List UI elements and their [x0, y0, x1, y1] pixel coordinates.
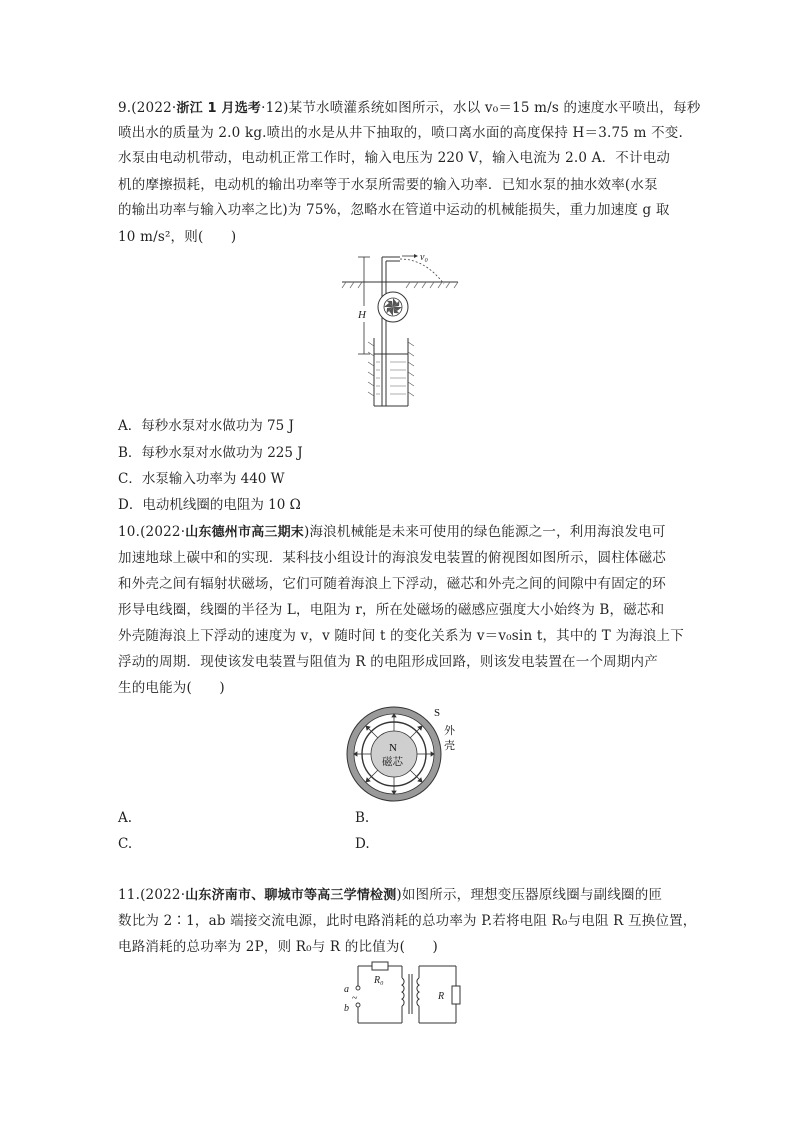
shell-label-1: 外 — [444, 725, 455, 737]
terminal-b-label: b — [344, 1003, 349, 1014]
sprinkler-pump-figure — [340, 252, 460, 412]
q11-line-2: 数比为 2∶1，ab 端接交流电源，此时电路消耗的总功率为 P.若将电阻 R₀与电阻 R 互换位置， — [118, 913, 697, 929]
q9-line-1 — [118, 99, 701, 118]
q10-line-6: 浮动的周期．现使该发电装置与阻值为 R 的电阻形成回路，则该发电装置在一个周期内产 — [118, 654, 658, 670]
q9-line-5: 的输出功率与输入功率之比)为 75%，忽略水在管道中运动的机械能损失，重力加速度 g 取 — [118, 202, 670, 218]
q10-option-a: A. — [118, 810, 133, 826]
core-label: 磁芯 — [382, 757, 403, 768]
ac-symbol: ~ — [352, 993, 358, 1004]
q10-line-5: 外壳随海浪上下浮动的速度为 v，v 随时间 t 的变化关系为 v＝v₀sin t，其中的 T 为海浪上下 — [118, 628, 684, 644]
q10-line-3: 和外壳之间有辐射状磁场，它们可随着海浪上下浮动，磁芯和外壳之间的间隙中有固定的环 — [118, 576, 666, 592]
shell-label-2: 壳 — [444, 740, 455, 752]
q11-line-3: 电路消耗的总功率为 2P，则 R₀与 R 的比值为( ) — [118, 939, 438, 955]
s-pole-label: S — [434, 707, 441, 719]
q10-source: 山东德州市高三期末 — [185, 525, 304, 540]
q10-option-c: C. — [118, 836, 133, 852]
transformer-circuit-figure — [334, 958, 464, 1034]
q11-number: 11.(2022· — [118, 887, 186, 903]
q9-option-a: A．每秒水泵对水做功为 75 J — [118, 418, 294, 434]
n-pole-label: N — [389, 742, 397, 754]
q11-text-1: )如图所示，理想变压器原线圈与副线圈的匝 — [396, 887, 663, 903]
q9-option-d: D．电动机线圈的电阻为 10 Ω — [118, 497, 301, 513]
r0-label: R₀ — [374, 975, 384, 986]
q9-text-1: ·12)某节水喷灌系统如图所示，水以 v₀＝15 m/s 的速度水平喷出，每秒 — [261, 100, 701, 116]
q10-option-b: B. — [355, 810, 370, 826]
q9-line-4: 机的摩擦损耗，电动机的输出功率等于水泵所需要的输入功率．已知水泵的抽水效率(水泵 — [118, 177, 658, 193]
q10-line-4: 形导电线圈，线圈的半径为 L，电阻为 r，所在处磁场的磁感应强度大小始终为 B，磁芯和 — [118, 602, 665, 618]
q10-line-2: 加速地球上碳中和的实现．某科技小组设计的海浪发电装置的俯视图如图所示，圆柱体磁芯 — [118, 550, 666, 566]
r-label: R — [438, 991, 445, 1002]
q9-source: 浙江 1 月选考 — [176, 101, 262, 116]
q9-line-3: 水泵由电动机带动，电动机正常工作时，输入电压为 220 V，输入电流为 2.0 A．不计电动 — [118, 150, 671, 166]
q9-line-6: 10 m/s²，则( ) — [118, 229, 237, 245]
q11-line-1 — [118, 886, 662, 905]
wave-generator-figure — [344, 704, 466, 808]
q9-line-2: 喷出水的质量为 2.0 kg.喷出的水是从井下抽取的，喷口离水面的高度保持 H＝3.75 m 不变. — [118, 125, 683, 141]
q9-number: 9.(2022· — [118, 100, 177, 116]
h-label: H — [358, 309, 366, 321]
v0-label: v₀ — [420, 252, 428, 263]
q10-line-1 — [118, 523, 666, 542]
terminal-a-label: a — [344, 984, 349, 995]
q11-source: 山东济南市、聊城市等高三学情检测 — [185, 888, 397, 903]
q10-text-1: )海浪机械能是未来可使用的绿色能源之一，利用海浪发电可 — [304, 524, 666, 540]
q10-option-d: D. — [355, 836, 370, 852]
q9-option-c: C．水泵输入功率为 440 W — [118, 471, 285, 487]
q9-option-b: B．每秒水泵对水做功为 225 J — [118, 445, 303, 461]
q10-line-7: 生的电能为( ) — [118, 680, 225, 696]
q10-number: 10.(2022· — [118, 524, 186, 540]
